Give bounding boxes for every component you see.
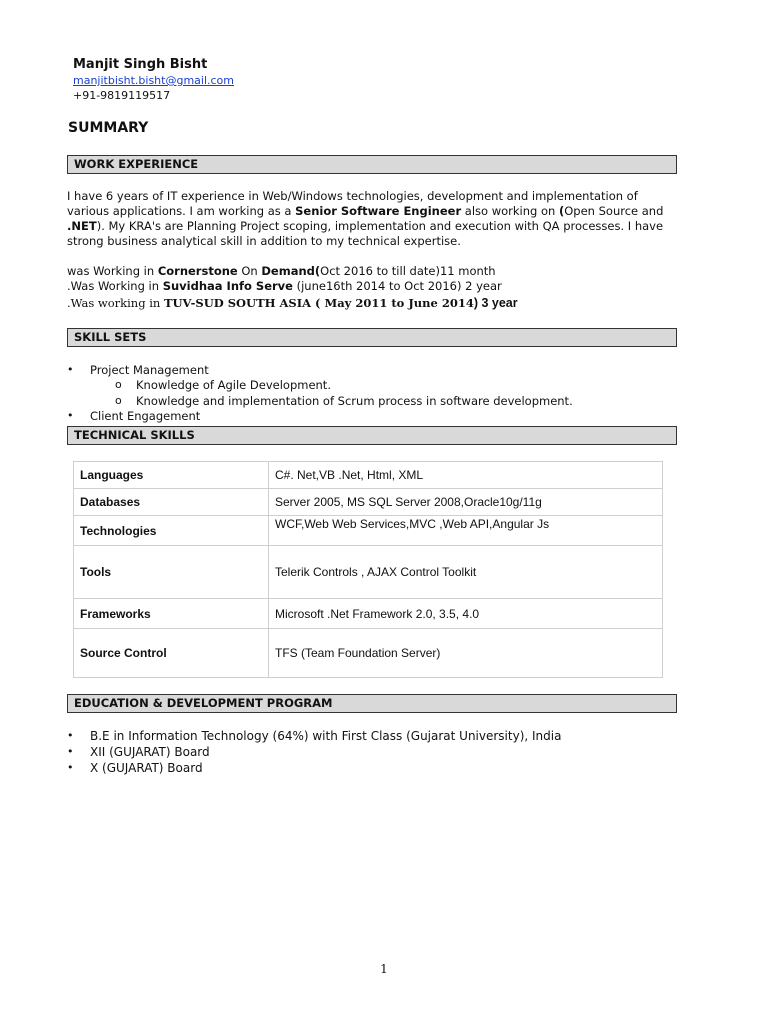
- candidate-name: Manjit Singh Bisht: [73, 57, 208, 72]
- table-row: [74, 516, 663, 546]
- skill-value: TFS (Team Foundation Server): [269, 629, 663, 678]
- skill-key: Source Control: [74, 629, 269, 678]
- education-item: X (GUJARAT) Board: [90, 761, 203, 775]
- table-row: [74, 629, 663, 678]
- skill-key: Databases: [74, 489, 269, 516]
- table-row: [74, 546, 663, 599]
- skill-item: Client Engagement: [90, 409, 201, 423]
- job-cornerstone: was Working in Cornerstone On Demand(Oct 2016 to till date)11 month: [67, 264, 496, 278]
- skill-value: Microsoft .Net Framework 2.0, 3.5, 4.0: [269, 599, 663, 629]
- summary-heading: SUMMARY: [68, 120, 149, 136]
- bullet: •: [67, 745, 74, 758]
- page-number: 1: [380, 962, 388, 976]
- skill-subitem: Knowledge and implementation of Scrum process in software development.: [136, 394, 573, 408]
- skill-subitem: Knowledge of Agile Development.: [136, 378, 331, 392]
- technical-skills-heading: TECHNICAL SKILLS: [67, 426, 677, 445]
- skill-sets-heading: SKILL SETS: [67, 328, 677, 347]
- phone-number: +91-9819119517: [73, 89, 171, 102]
- job-tuv-sud: .Was working in TUV-SUD SOUTH ASIA ( May 2011 to June 2014) 3 year: [67, 296, 518, 310]
- bullet: •: [67, 729, 74, 742]
- skill-key: Tools: [74, 546, 269, 599]
- education-item: XII (GUJARAT) Board: [90, 745, 210, 759]
- skill-value: Server 2005, MS SQL Server 2008,Oracle10g/11g: [269, 489, 663, 516]
- work-experience-heading: WORK EXPERIENCE: [67, 155, 677, 174]
- role-title: Senior Software Engineer: [295, 204, 462, 218]
- table-row: [74, 489, 663, 516]
- skill-item: Project Management: [90, 363, 209, 377]
- sub-bullet: o: [115, 394, 122, 407]
- bullet: •: [67, 363, 74, 376]
- technical-skills-table: [73, 461, 663, 678]
- sub-bullet: o: [115, 378, 122, 391]
- skill-key: Technologies: [74, 516, 269, 546]
- education-heading: EDUCATION & DEVELOPMENT PROGRAM: [67, 694, 677, 713]
- skill-value: C#. Net,VB .Net, Html, XML: [269, 462, 663, 489]
- education-item: B.E in Information Technology (64%) with First Class (Gujarat University), India: [90, 729, 562, 743]
- skill-key: Frameworks: [74, 599, 269, 629]
- bullet: •: [67, 409, 74, 422]
- table-row: [74, 462, 663, 489]
- bullet: •: [67, 761, 74, 774]
- skill-key: Languages: [74, 462, 269, 489]
- job-suvidhaa: .Was Working in Suvidhaa Info Serve (june16th 2014 to Oct 2016) 2 year: [67, 279, 502, 293]
- skill-value: Telerik Controls , AJAX Control Toolkit: [269, 546, 663, 599]
- table-row: [74, 599, 663, 629]
- experience-paragraph: I have 6 years of IT experience in Web/Windows technologies, development and implementation of various applications. I am working as a Senior Software Engineer also working on (Open Source and .NET). My KRA's are Planning Project scoping, implementation and execution with QA processes. I have strong business analytical skill in addition to my technical expertise.: [67, 189, 664, 248]
- skill-value: WCF,Web Web Services,MVC ,Web API,Angular Js: [269, 516, 663, 546]
- email-link[interactable]: manjitbisht.bisht@gmail.com: [73, 74, 234, 87]
